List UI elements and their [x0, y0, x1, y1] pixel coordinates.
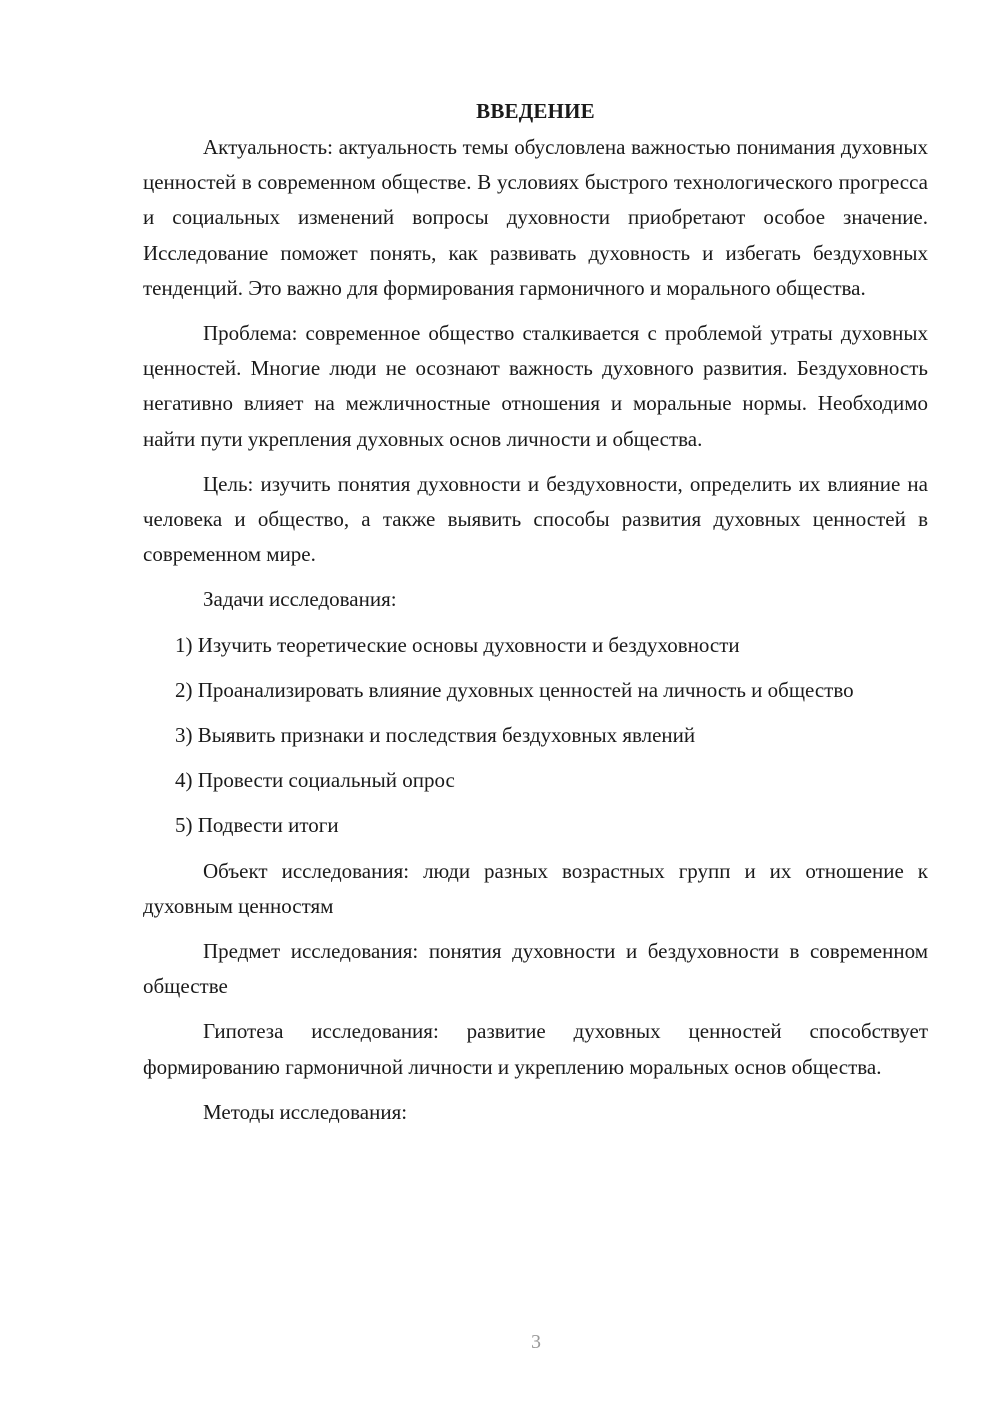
paragraph-object: Объект исследования: люди разных возрастных групп и их отношение к духовным ценностям — [143, 858, 928, 918]
section-title: ВВЕДЕНИЕ — [476, 99, 595, 123]
paragraph-relevance: Актуальность: актуальность темы обусловлена важностью понимания духовных ценностей в современном обществе. В условиях быстрого технологического прогресса и социальных изменений вопросы духовности приобретают особое значение. Исследование поможет понять, как развивать духовность и избегать бездуховных тенденций. Это важно для формирования гармоничного и морального общества. — [143, 135, 928, 300]
paragraph-methods-heading: Методы исследования: — [203, 1099, 408, 1124]
task-item-3: 3) Выявить признаки и последствия бездуховных явлений — [175, 723, 696, 748]
page-number: 3 — [531, 1331, 541, 1353]
task-item-4: 4) Провести социальный опрос — [175, 768, 455, 793]
task-item-1: 1) Изучить теоретические основы духовности и бездуховности — [175, 632, 740, 657]
paragraph-goal: Цель: изучить понятия духовности и бездуховности, определить их влияние на человека и общество, а также выявить способы развития духовных ценностей в современном мире. — [143, 471, 928, 567]
paragraph-hypothesis: Гипотеза исследования: развитие духовных ценностей способствует формированию гармоничной личности и укреплению моральных основ общества. — [143, 1019, 928, 1079]
document-page — [143, 94, 928, 1140]
task-item-5: 5) Подвести итоги — [175, 813, 339, 838]
paragraph-subject: Предмет исследования: понятия духовности и бездуховности в современном обществе — [143, 939, 928, 999]
paragraph-problem: Проблема: современное общество сталкивается с проблемой утраты духовных ценностей. Многие люди не осознают важность духовного развития. Бездуховность негативно влияет на межличностные отношения и моральные нормы. Необходимо найти пути укрепления духовных основ личности и общества. — [143, 321, 928, 451]
task-item-2: 2) Проанализировать влияние духовных ценностей на личность и общество — [175, 677, 854, 702]
paragraph-tasks-heading: Задачи исследования: — [203, 587, 397, 612]
